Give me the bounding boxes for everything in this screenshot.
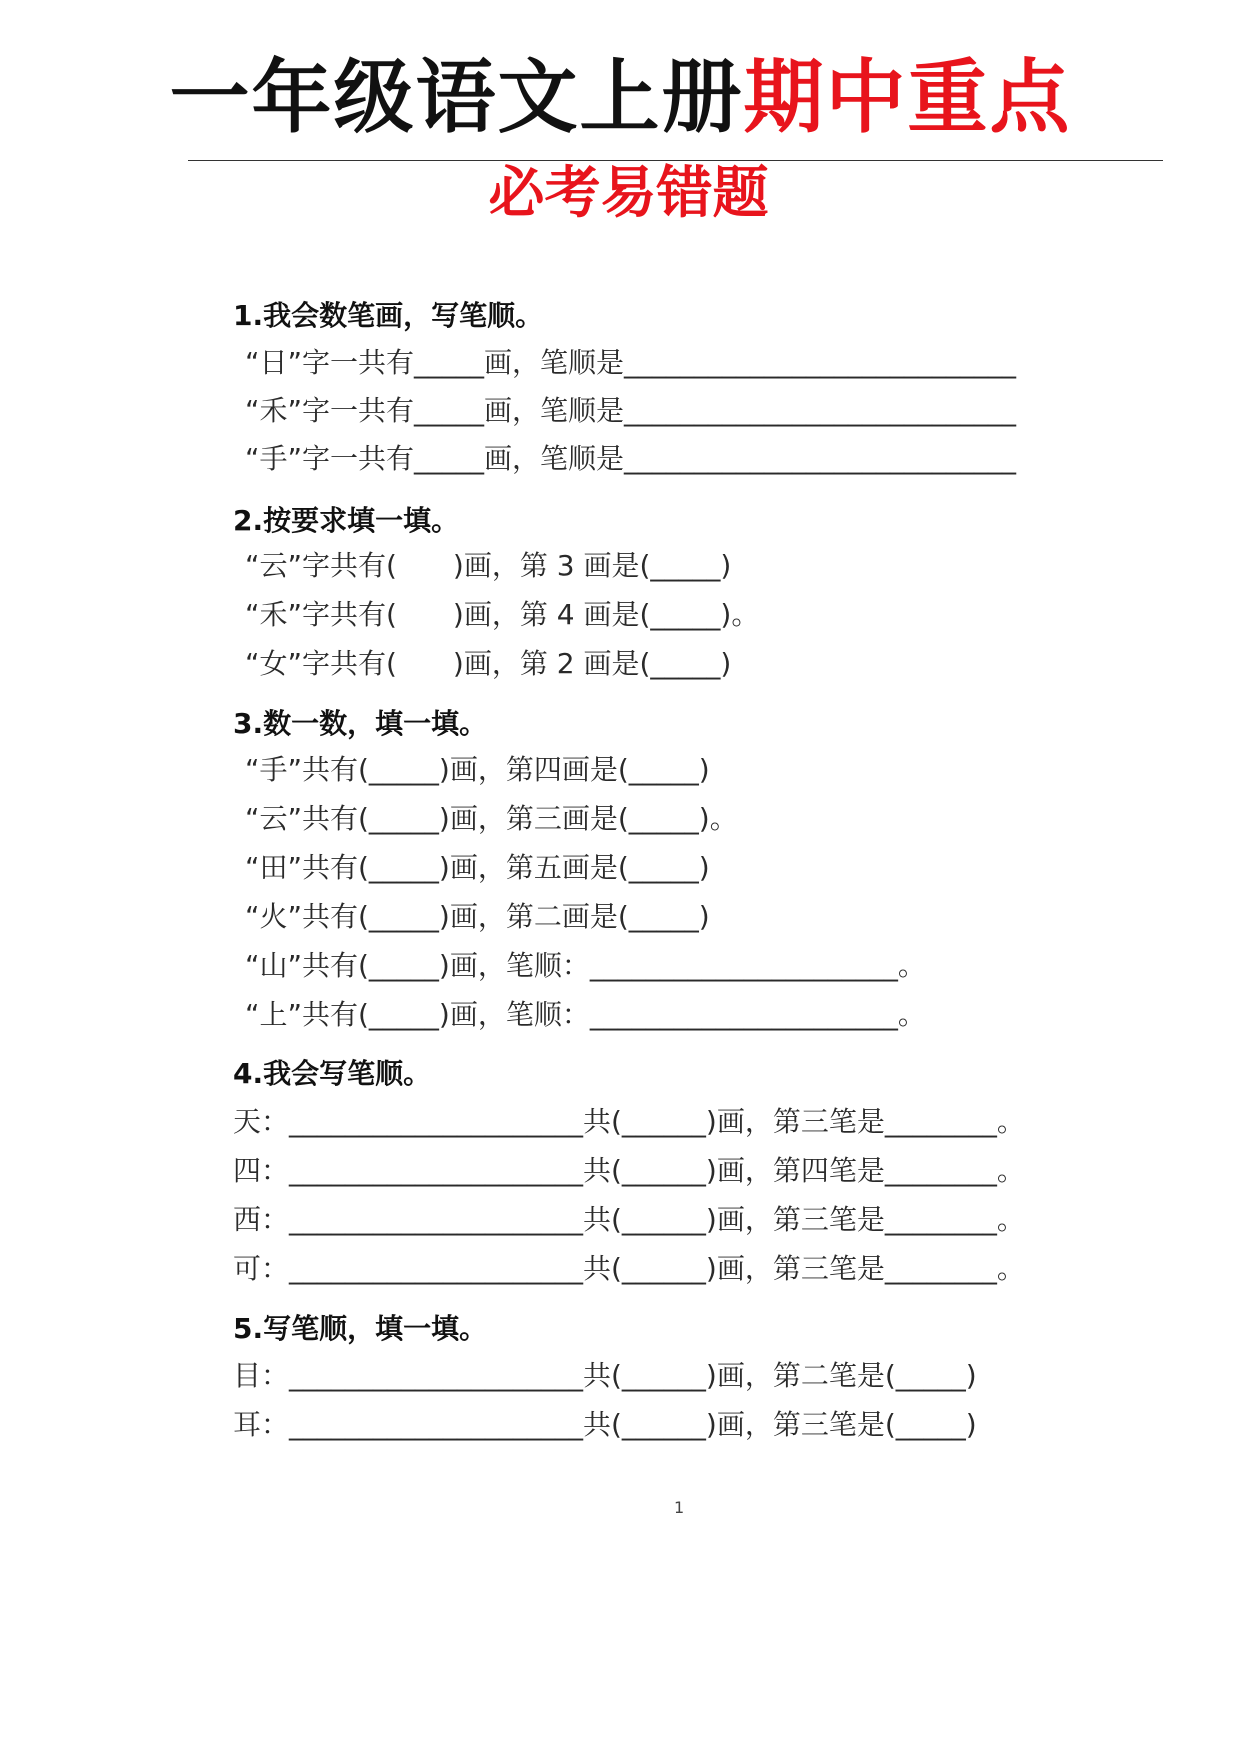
section-2-question: “禾”字共有( )画，第 4 画是(_____)。 [245, 598, 760, 631]
page-subtitle: 必考易错题 [488, 161, 769, 226]
section-3-question: “上”共有(_____)画，笔顺：______________________。 [245, 998, 926, 1031]
section-5-heading: 5.写笔顺，填一填。 [233, 1312, 488, 1345]
section-4-question: 可：_____________________共(______)画，第三笔是________。 [233, 1252, 1025, 1285]
section-4-question: 四：_____________________共(______)画，第四笔是________。 [233, 1154, 1025, 1187]
section-3-question: “手”共有(_____)画，第四画是(_____) [245, 753, 710, 786]
section-1-question: “禾”字一共有_____画，笔顺是____________________________ [245, 394, 1017, 427]
section-2-question: “女”字共有( )画，第 2 画是(_____) [245, 647, 732, 680]
section-4-question: 西：_____________________共(______)画，第三笔是________。 [233, 1203, 1025, 1236]
section-1-heading: 1.我会数笔画，写笔顺。 [233, 299, 544, 332]
section-3-question: “火”共有(_____)画，第二画是(_____) [245, 900, 710, 933]
section-3-question: “云”共有(_____)画，第三画是(_____)。 [245, 802, 738, 835]
section-3-question: “山”共有(_____)画，笔顺：______________________。 [245, 949, 926, 982]
section-4-question: 天：_____________________共(______)画，第三笔是________。 [233, 1105, 1025, 1138]
section-3-question: “田”共有(_____)画，第五画是(_____) [245, 851, 710, 884]
section-5-question: 目：_____________________共(______)画，第二笔是(_____) [233, 1359, 977, 1392]
page-title [0, 48, 1241, 148]
title-black-part: 一年级语文上册 [169, 51, 744, 144]
section-2-heading: 2.按要求填一填。 [233, 504, 460, 537]
section-5-question: 耳：_____________________共(______)画，第三笔是(_____) [233, 1408, 977, 1441]
title-red-part: 期中重点 [743, 51, 1072, 144]
section-1-question: “手”字一共有_____画，笔顺是____________________________ [245, 442, 1017, 475]
section-4-heading: 4.我会写笔顺。 [233, 1057, 432, 1090]
page-number: 1 [674, 1498, 685, 1517]
section-1-question: “日”字一共有_____画，笔顺是____________________________ [245, 346, 1017, 379]
section-2-question: “云”字共有( )画，第 3 画是(_____) [245, 549, 732, 582]
section-3-heading: 3.数一数，填一填。 [233, 707, 488, 740]
